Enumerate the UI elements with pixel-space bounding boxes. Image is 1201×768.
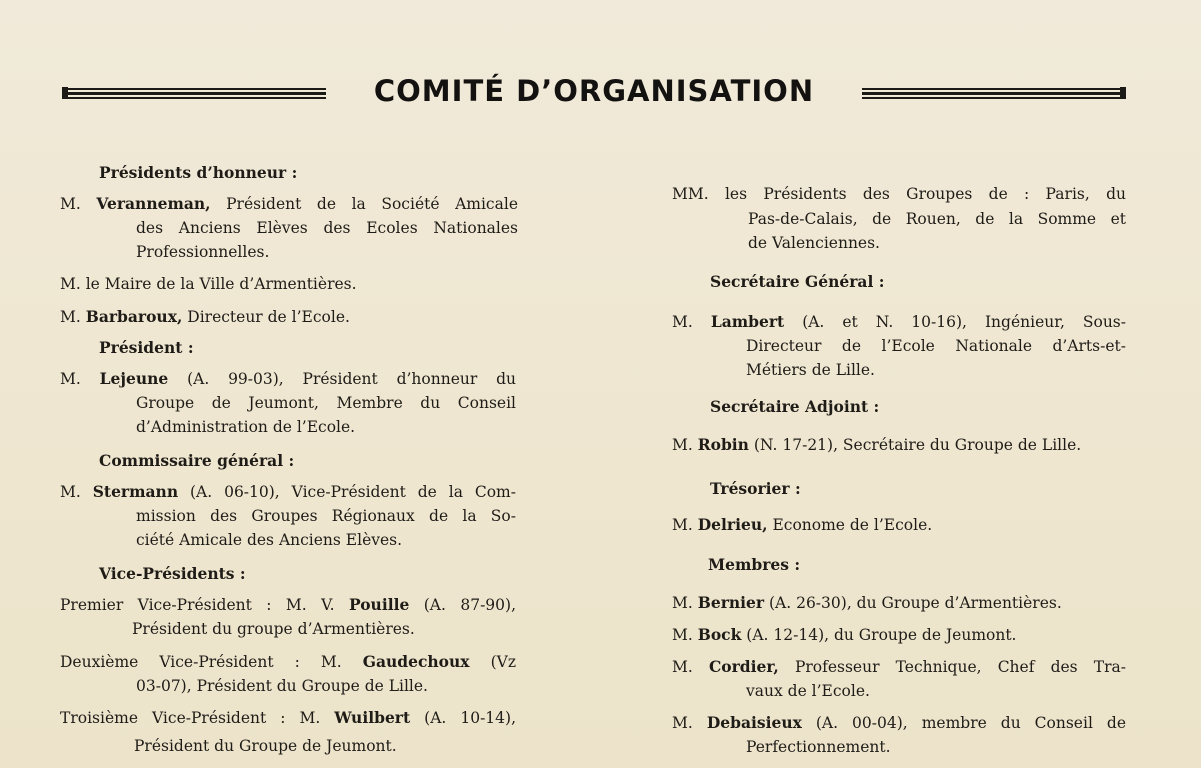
name-pouille: Pouille: [348, 595, 410, 614]
entry-gaudechoux-line-2: 03-07), Président du Groupe de Lille.: [136, 677, 428, 695]
header-rule-left: [62, 86, 326, 100]
entry-mm-presidents-line-3: de Valenciennes.: [748, 234, 880, 252]
entry-wuilbert-line-1: Troisième Vice-Président : M. Wuilbert (A. 10-14),: [60, 708, 516, 727]
entry-lambert-line-1: M. Lambert (A. et N. 10-16), Ingénieur, Sous-: [672, 312, 1126, 331]
entry-bernier: M. Bernier (A. 26-30), du Groupe d’Armentières.: [672, 593, 1062, 612]
entry-bock: M. Bock (A. 12-14), du Groupe de Jeumont.: [672, 625, 1017, 644]
entry-stermann-line-1: M. Stermann (A. 06-10), Vice-Président de la Com-: [60, 482, 516, 501]
header-rule-right: [862, 86, 1126, 100]
name-veranneman: Veranneman,: [96, 194, 211, 213]
entry-mm-presidents-line-1: MM. les Présidents des Groupes de : Paris, du: [672, 185, 1126, 203]
entry-lambert-line-2: Directeur de l’Ecole Nationale d’Arts-et-: [746, 337, 1126, 355]
entry-lejeune-line-2: Groupe de Jeumont, Membre du Conseil: [136, 394, 516, 412]
entry-maire: M. le Maire de la Ville d’Armentières.: [60, 275, 357, 293]
section-heading-secretaire-adjoint: Secrétaire Adjoint :: [710, 397, 880, 416]
name-barbaroux: Barbaroux,: [85, 307, 183, 326]
name-gaudechoux: Gaudechoux: [362, 652, 470, 671]
entry-lejeune-line-3: d’Administration de l’Ecole.: [136, 418, 356, 436]
name-wuilbert: Wuilbert: [334, 708, 411, 727]
entry-stermann-line-2: mission des Groupes Régionaux de la So-: [136, 507, 516, 525]
section-heading-vice-presidents: Vice-Présidents :: [99, 564, 246, 583]
section-heading-commissaire: Commissaire général :: [99, 451, 295, 470]
entry-veranneman-line-3: Professionnelles.: [136, 243, 270, 261]
name-lambert: Lambert: [710, 312, 785, 331]
entry-lejeune-line-1: M. Lejeune (A. 99-03), Président d’honneur du: [60, 369, 516, 388]
entry-veranneman-line-2: des Anciens Elèves des Ecoles Nationales: [136, 219, 518, 237]
section-heading-president: Président :: [99, 338, 194, 357]
name-cordier: Cordier,: [708, 657, 779, 676]
entry-mm-presidents-line-2: Pas-de-Calais, de Rouen, de la Somme et: [748, 210, 1126, 228]
entry-cordier-line-2: vaux de l’Ecole.: [746, 682, 870, 700]
name-bernier: Bernier: [697, 593, 765, 612]
entry-gaudechoux-line-1: Deuxième Vice-Président : M. Gaudechoux (Vz: [60, 652, 516, 671]
entry-pouille-line-2: Président du groupe d’Armentières.: [132, 620, 415, 638]
name-lejeune: Lejeune: [99, 369, 169, 388]
entry-delrieu: M. Delrieu, Econome de l’Ecole.: [672, 515, 933, 534]
entry-cordier-line-1: M. Cordier, Professeur Technique, Chef des Tra-: [672, 657, 1126, 676]
name-debaisieux: Debaisieux: [706, 713, 802, 732]
entry-barbaroux: M. Barbaroux, Directeur de l’Ecole.: [60, 307, 350, 326]
entry-debaisieux-line-1: M. Debaisieux (A. 00-04), membre du Conseil de: [672, 713, 1126, 732]
page-header: [0, 68, 1201, 116]
page-title: COMITÉ D’ORGANISATION: [373, 74, 815, 108]
section-heading-presidents-honneur: Présidents d’honneur :: [99, 163, 298, 182]
entry-wuilbert-line-2: Président du Groupe de Jeumont.: [134, 737, 397, 755]
entry-robin: M. Robin (N. 17-21), Secrétaire du Groupe de Lille.: [672, 435, 1082, 454]
name-delrieu: Delrieu,: [697, 515, 768, 534]
name-bock: Bock: [697, 625, 742, 644]
entry-debaisieux-line-2: Perfectionnement.: [746, 738, 891, 756]
name-stermann: Stermann: [92, 482, 179, 501]
name-robin: Robin: [697, 435, 749, 454]
entry-stermann-line-3: ciété Amicale des Anciens Elèves.: [136, 531, 403, 549]
section-heading-secretaire-general: Secrétaire Général :: [710, 272, 885, 291]
section-heading-tresorier: Trésorier :: [710, 479, 801, 498]
entry-lambert-line-3: Métiers de Lille.: [746, 361, 875, 379]
entry-veranneman-line-1: M. Veranneman, Président de la Société Amicale: [60, 194, 518, 213]
section-heading-membres: Membres :: [708, 555, 801, 574]
entry-pouille-line-1: Premier Vice-Président : M. V. Pouille (A. 87-90),: [60, 595, 517, 614]
